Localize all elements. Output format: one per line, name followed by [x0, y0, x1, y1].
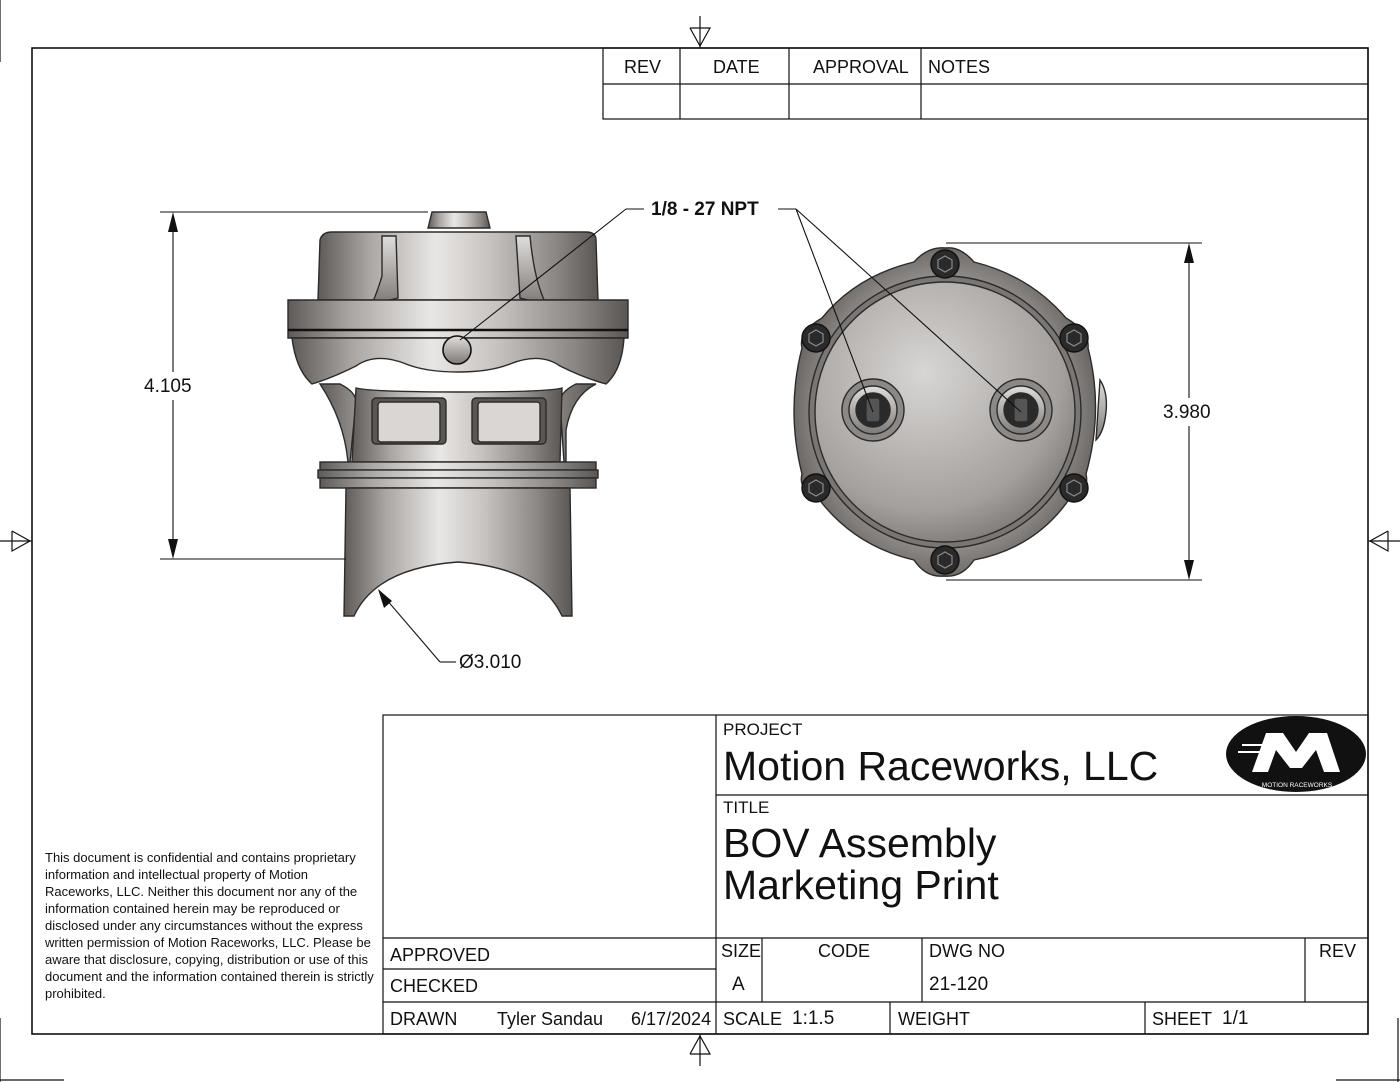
dwg-no-label: DWG NO — [929, 941, 1005, 961]
rev-header: REV — [624, 57, 662, 77]
svg-text:MOTION RACEWORKS: MOTION RACEWORKS — [1261, 782, 1333, 789]
notes-header: NOTES — [928, 57, 991, 77]
size-value: A — [732, 974, 745, 995]
bov-side-view — [288, 212, 628, 616]
height-dimension-label: 4.105 — [144, 376, 192, 397]
approval-header: APPROVAL — [813, 57, 909, 77]
dimension-diameter-leader — [378, 589, 456, 662]
confidential-notice: This document is confidential and contains proprietary information and intellectual property of Motion Raceworks, LLC. Neither this document nor any of the information contained herein may be reproduced or disclosed under any circumstances without the express written permission of Motion Raceworks, LLC. Please be aware that disclosure, copying, distribution or use of this document and the information contained therein is strictly prohibited. — [45, 850, 374, 1001]
sheet-label: SHEET — [1152, 1009, 1213, 1029]
drawn-label: DRAWN — [390, 1009, 458, 1029]
size-label: SIZE — [721, 941, 762, 961]
title-label: TITLE — [723, 798, 770, 817]
scale-label: SCALE — [723, 1009, 783, 1029]
width-dimension-label: 3.980 — [1163, 402, 1211, 423]
diameter-dimension-label: Ø3.010 — [459, 652, 522, 673]
zone-marker-right — [1368, 531, 1400, 551]
rev-label: REV — [1319, 941, 1357, 961]
motion-raceworks-logo — [1226, 716, 1366, 792]
checked-label: CHECKED — [390, 976, 479, 996]
bov-top-view — [794, 248, 1106, 576]
scale-value: 1:1.5 — [792, 1008, 835, 1029]
drawn-date: 6/17/2024 — [631, 1009, 712, 1029]
zone-marker-bottom — [690, 1034, 710, 1066]
drawn-by: Tyler Sandau — [497, 1009, 604, 1029]
sheet-value: 1/1 — [1222, 1008, 1249, 1029]
zone-marker-top — [690, 16, 710, 48]
dwg-no-value: 21-120 — [929, 974, 989, 995]
title-line-1: BOV Assembly — [723, 820, 997, 866]
thread-callout-label: 1/8 - 27 NPT — [651, 199, 759, 220]
date-header: DATE — [713, 57, 760, 77]
zone-marker-left — [0, 531, 32, 551]
project-label: PROJECT — [723, 720, 803, 739]
project-name: Motion Raceworks, LLC — [723, 743, 1159, 789]
title-line-2: Marketing Print — [723, 862, 999, 908]
approved-label: APPROVED — [390, 945, 491, 965]
weight-label: WEIGHT — [898, 1009, 970, 1029]
code-label: CODE — [818, 941, 871, 961]
